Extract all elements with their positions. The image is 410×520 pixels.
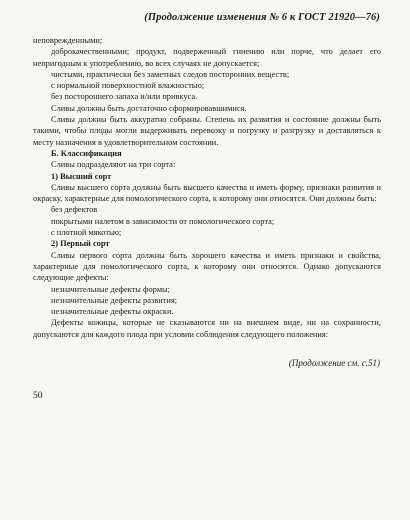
paragraph: Сливы высшего сорта должны быть высшего качества и иметь форму, признаки развития и окраску, характерные для помологического сорта, к которому они относятся. Они должны быть: xyxy=(33,182,381,204)
paragraph: чистыми, практически без заметных следов посторонних веществ; xyxy=(51,69,290,79)
paragraph: доброкачественными; продукт, подверженный гниению или порче, что делает его непригодным к употреблению, во всех случаях не допускается; xyxy=(33,47,381,68)
paragraph: незначительные дефекты формы; xyxy=(51,284,170,294)
paragraph: покрытыми налетом в зависимости от помологического сорта; xyxy=(51,216,275,226)
page-number: 50 xyxy=(33,391,43,401)
paragraph: Сливы должны быть достаточно сформировавшимися. xyxy=(51,103,247,113)
paragraph: без постороннего запаха и/или привкуса. xyxy=(51,92,198,102)
paragraph: незначительные дефекты окраски. xyxy=(51,307,174,317)
paragraph: без дефектов xyxy=(51,205,98,215)
paragraph: неповрежденными; xyxy=(33,36,103,45)
paragraph: Сливы подразделяют на три сорта: xyxy=(51,160,176,170)
paragraph: незначительные дефекты развития; xyxy=(51,295,177,305)
page-header: (Продолжение изменения № 6 к ГОСТ 21920—76) xyxy=(144,12,380,23)
section-heading: Б. Классификация xyxy=(51,148,122,158)
section-heading: 1) Высший сорт xyxy=(51,171,112,181)
continuation-note: (Продолжение см. с.51) xyxy=(288,358,380,368)
paragraph: с нормальной поверхностной влажностью; xyxy=(51,81,205,91)
paragraph: с плотной мякотью; xyxy=(51,228,122,238)
paragraph: Сливы должны быть аккуратно собраны. Степень их развития и состояние должны быть такими, чтобы плоды могли выдерживать перевозку и погрузку и разгрузку и доставляться к месту назначения в удовлетворительном состоянии. xyxy=(33,115,381,147)
paragraph: Дефекты кожицы, которые не сказываются ни на внешнем виде, ни на сохранности, допускаются для каждого плода при условии соблюдения следующего положения: xyxy=(33,318,381,339)
document-body xyxy=(33,35,381,340)
paragraph: Сливы первого сорта должны быть хорошего качества и иметь признаки и свойства, характерные для помологического сорта, к которому они относятся. Однако допускаются следующие дефекты: xyxy=(33,250,381,283)
section-heading: 2) Первый сорт xyxy=(51,239,110,249)
